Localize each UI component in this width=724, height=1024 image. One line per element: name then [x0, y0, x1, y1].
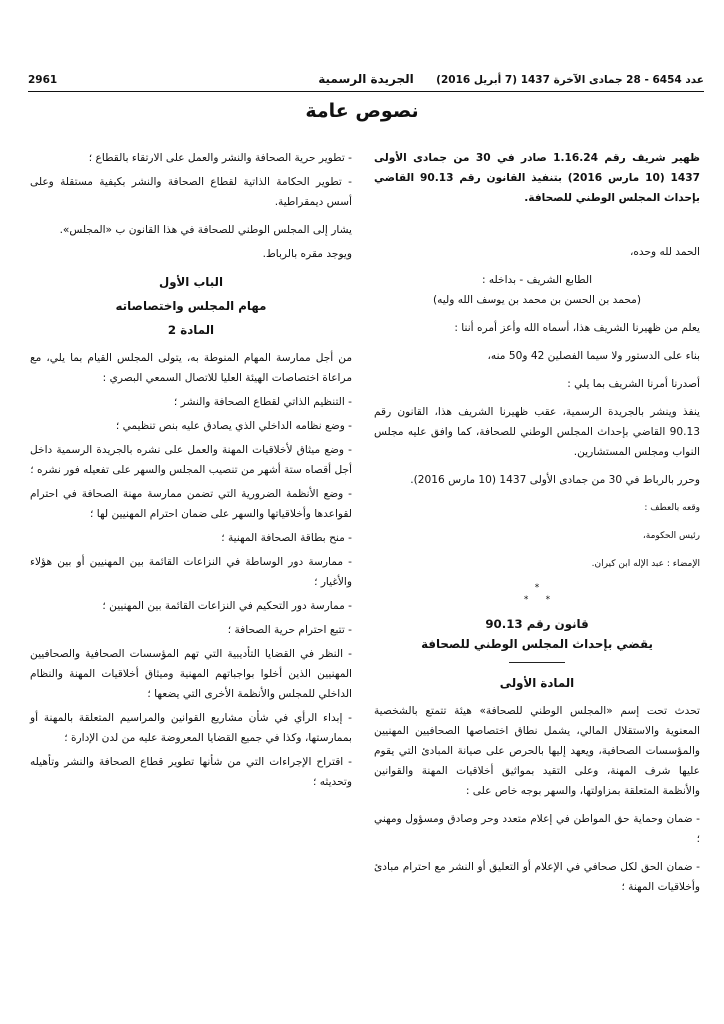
running-header — [28, 72, 704, 90]
article2-item: - وضع نظامه الداخلي الذي يصادق عليه بنص تنظيمي ؛ — [115, 420, 352, 432]
seat-note: ويوجد مقره بالرباط. — [262, 248, 352, 260]
article2-item: - منح بطاقة الصحافة المهنية ؛ — [221, 532, 352, 544]
header-rule — [28, 91, 704, 92]
based-on-line: بناء على الدستور ولا سيما الفصلين 42 و50 منه، — [487, 350, 700, 362]
signature-line: الإمضاء : عبد الإله ابن كيران. — [591, 559, 700, 569]
article1-item: - ضمان وحماية حق المواطن في إعلام متعدد وحر وصادق ومسؤول ومهني ؛ — [374, 813, 700, 845]
article2-item: - التنظيم الذاتي لقطاع الصحافة والنشر ؛ — [173, 396, 352, 408]
article1-item: - ضمان الحق لكل صحافي في الإعلام أو التعليق أو النشر مع احترام مبادئ وأخلاقيات المهنة ؛ — [374, 861, 700, 893]
right-column — [374, 148, 700, 897]
article2-item: - اقتراح الإجراءات التي من شأنها تطوير قطاع الصحافة والنشر وتأهيله وتحديثه ؛ — [30, 756, 352, 788]
chapter-title: مهام المجلس واختصاصاته — [115, 299, 267, 313]
star-icon: * — [545, 595, 551, 605]
seal-label: الطابع الشريف - بداخله : — [481, 274, 593, 286]
done-at-line: وحرر بالرباط في 30 من جمادى الأولى 1437 (10 مارس 2016). — [410, 474, 700, 486]
stars-bottom — [374, 594, 700, 606]
chapter-heading: الباب الأول — [158, 275, 224, 289]
notice-line: يعلم من ظهيرنا الشريف هذا، أسماه الله وأعز أمره أننا : — [454, 322, 700, 334]
law-title: قانون رقم 90.13 — [485, 617, 589, 631]
article2-item: - تتبع احترام حرية الصحافة ؛ — [227, 624, 352, 636]
countersigned-label: وقعه بالعطف : — [644, 503, 700, 513]
article2-item: - ممارسة دور الوساطة في النزاعات القائمة بين المهنيين أو بين هؤلاء والأغيار ؛ — [30, 556, 352, 588]
execution-paragraph: ينفذ وينشر بالجريدة الرسمية، عقب ظهيرنا الشريف هذا، القانون رقم 90.13 القاضي بإحداث المجلس الوطني للصحافة، كما وافق عليه مجلس النواب ومجلس المستشارين. — [374, 406, 700, 458]
left-column — [30, 148, 352, 792]
article2-item: - وضع ميثاق لأخلاقيات المهنة والعمل على نشره بالجريدة الرسمية داخل أجل أقصاه ستة أشهر من تنصيب المجلس والسهر على تفعيله فور نشره ؛ — [30, 444, 352, 476]
praise-line: الحمد لله وحده، — [629, 246, 700, 258]
abbreviation-note: يشار إلى المجلس الوطني للصحافة في هذا القانون ب «المجلس». — [59, 224, 352, 236]
article2-heading: المادة 2 — [167, 323, 215, 337]
article1-text: تحدث تحت إسم «المجلس الوطني للصحافة» هيئة تتمتع بالشخصية المعنوية والاستقلال المالي، يشمل نطاق اختصاصها الصحافيين المهنيين والمؤسسات الصحافية، ويعهد إليها بالحرص على صيانة المبادئ التي يقوم عليها شرف المهنة، وعلى التقيد بمواثيق أخلاقيات المهنة والقوانين والأنظمة المتعلقة بمزاولتها، والسهر بوجه خاص على : — [374, 705, 700, 797]
page-number: 2961 — [28, 74, 58, 86]
seal-name: (محمد بن الحسن بن محمد بن يوسف الله وليه) — [432, 294, 641, 306]
article2-item: - إبداء الرأي في شأن مشاريع القوانين والمراسيم المتعلقة بالمهنة أو بممارستها، وكذا في جميع القضايا المعروضة عليه من لدن الإدارة ؛ — [30, 712, 352, 744]
law-divider — [509, 662, 565, 663]
left-item: - تطوير الحكامة الذاتية لقطاع الصحافة والنشر بكيفية مستقلة وعلى أسس ديمقراطية. — [30, 176, 352, 208]
left-item: - تطوير حرية الصحافة والنشر والعمل على الارتقاء بالقطاع ؛ — [88, 152, 352, 164]
law-subtitle: يقضي بإحداث المجلس الوطني للصحافة — [421, 637, 653, 651]
article2-intro: من أجل ممارسة المهام المنوطة به، يتولى المجلس القيام بما يلي، مع مراعاة اختصاصات الهيئة العليا للاتصال السمعي البصري : — [30, 352, 352, 384]
decree-line: أصدرنا أمرنا الشريف بما يلي : — [567, 378, 700, 390]
article1-heading: المادة الأولى — [499, 676, 575, 690]
star-icon: * — [534, 583, 540, 593]
article2-item: - ممارسة دور التحكيم في النزاعات القائمة بين المهنيين ؛ — [102, 600, 352, 612]
dahir-title: ظهير شريف رقم 1.16.24 صادر في 30 من جمادى الأولى 1437 (10 مارس 2016) بتنفيذ القانون رقم 90.13 القاضي بإحداث المجلس الوطني للصحافة. — [374, 152, 701, 204]
gazette-name: الجريدة الرسمية — [318, 72, 414, 86]
pm-title: رئيس الحكومة، — [642, 531, 700, 541]
star-icon: * — [523, 595, 529, 605]
issue-line: عدد 6454 - 28 جمادى الآخرة 1437 (7 أبريل 2016) — [436, 74, 704, 86]
article2-item: - النظر في القضايا التأديبية التي تهم المؤسسات الصحافية والصحافيين المهنيين الذين أخلوا بواجباتهم المهنية وميثاق أخلاقيات المهنة والنظام الداخلي للمجلس والأنظمة الأخرى التي يضعها ؛ — [30, 648, 352, 700]
article2-item: - وضع الأنظمة الضرورية التي تضمن ممارسة مهنة الصحافة في احترام لقواعدها وأخلاقياتها والسهر على ضمان احترام المهنيين لها ؛ — [30, 488, 352, 520]
section-title: نصوص عامة — [305, 100, 419, 122]
stars-top — [374, 582, 700, 594]
